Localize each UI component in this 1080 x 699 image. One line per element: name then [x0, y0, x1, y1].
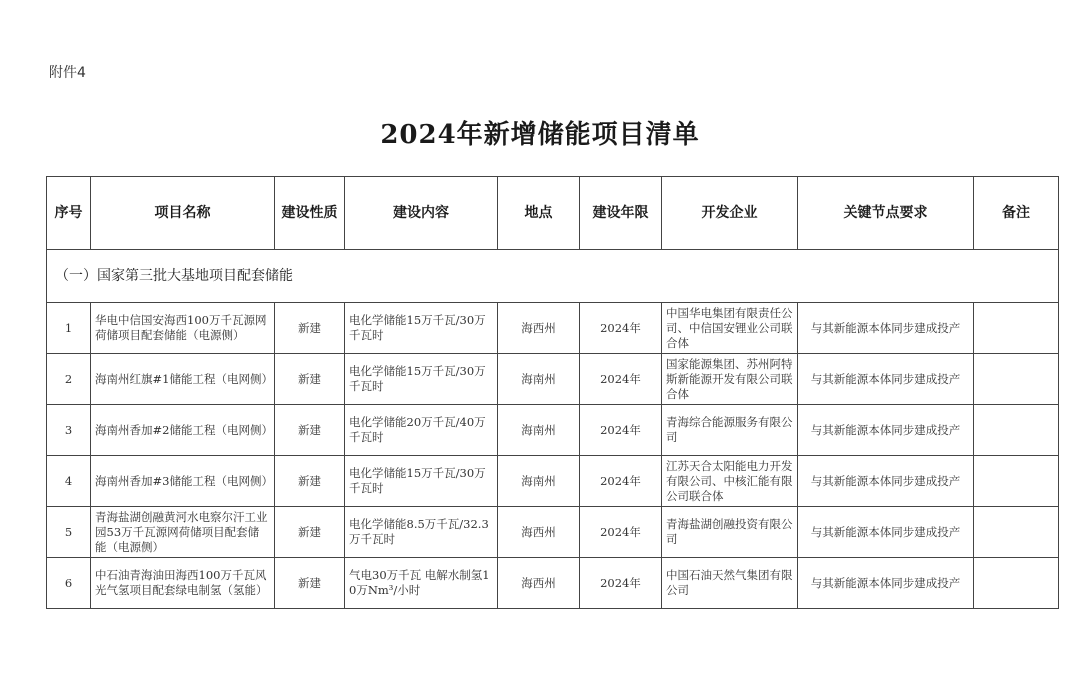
row-year: 2024年 [580, 456, 662, 507]
row-requirement: 与其新能源本体同步建成投产 [798, 558, 974, 609]
row-project-name: 华电中信国安海西100万千瓦源网荷储项目配套储能（电源侧） [91, 303, 275, 354]
row-nature: 新建 [275, 405, 345, 456]
row-year: 2024年 [580, 558, 662, 609]
row-nature: 新建 [275, 303, 345, 354]
row-project-name: 海南州香加#3储能工程（电网侧） [91, 456, 275, 507]
col-header-content: 建设内容 [345, 177, 498, 250]
row-project-name: 中石油青海油田海西100万千瓦风光气氢项目配套绿电制氢（氢能） [91, 558, 275, 609]
col-header-requirement: 关键节点要求 [798, 177, 974, 250]
col-header-name: 项目名称 [91, 177, 275, 250]
col-header-remark: 备注 [974, 177, 1059, 250]
row-location: 海西州 [498, 507, 580, 558]
row-location: 海南州 [498, 405, 580, 456]
row-no: 1 [47, 303, 91, 354]
table-header-row [47, 177, 1059, 250]
row-remark [974, 507, 1059, 558]
row-no: 3 [47, 405, 91, 456]
row-nature: 新建 [275, 456, 345, 507]
row-location: 海南州 [498, 354, 580, 405]
row-requirement: 与其新能源本体同步建成投产 [798, 507, 974, 558]
row-content: 电化学储能15万千瓦/30万千瓦时 [345, 354, 498, 405]
row-location: 海南州 [498, 456, 580, 507]
row-developer: 中国华电集团有限责任公司、中信国安锂业公司联合体 [662, 303, 798, 354]
row-year: 2024年 [580, 507, 662, 558]
row-nature: 新建 [275, 507, 345, 558]
table-row [47, 354, 1059, 405]
row-remark [974, 405, 1059, 456]
row-no: 2 [47, 354, 91, 405]
row-year: 2024年 [580, 354, 662, 405]
row-no: 6 [47, 558, 91, 609]
col-header-developer: 开发企业 [662, 177, 798, 250]
row-remark [974, 456, 1059, 507]
row-content: 电化学储能20万千瓦/40万千瓦时 [345, 405, 498, 456]
col-header-no: 序号 [47, 177, 91, 250]
row-content: 电化学储能15万千瓦/30万千瓦时 [345, 456, 498, 507]
attachment-label: 附件4 [49, 65, 86, 81]
row-developer: 江苏天合太阳能电力开发有限公司、中核汇能有限公司联合体 [662, 456, 798, 507]
row-nature: 新建 [275, 354, 345, 405]
table-row [47, 405, 1059, 456]
row-remark [974, 303, 1059, 354]
row-remark [974, 354, 1059, 405]
row-developer: 中国石油天然气集团有限公司 [662, 558, 798, 609]
row-year: 2024年 [580, 405, 662, 456]
row-requirement: 与其新能源本体同步建成投产 [798, 303, 974, 354]
row-requirement: 与其新能源本体同步建成投产 [798, 456, 974, 507]
table-row [47, 303, 1059, 354]
row-remark [974, 558, 1059, 609]
row-content: 电化学储能8.5万千瓦/32.3万千瓦时 [345, 507, 498, 558]
table-row [47, 456, 1059, 507]
row-no: 5 [47, 507, 91, 558]
document-title: 2024年新增储能项目清单 [380, 120, 700, 150]
row-content: 气电30万千瓦 电解水制氢10万Nm³/小时 [345, 558, 498, 609]
project-table [46, 176, 1059, 609]
row-location: 海西州 [498, 303, 580, 354]
col-header-nature: 建设性质 [275, 177, 345, 250]
row-project-name: 青海盐湖创融黄河水电察尔汗工业园53万千瓦源网荷储项目配套储能（电源侧） [91, 507, 275, 558]
section-title: （一）国家第三批大基地项目配套储能 [47, 250, 1059, 303]
section-row [47, 250, 1059, 303]
row-year: 2024年 [580, 303, 662, 354]
table-row [47, 507, 1059, 558]
row-project-name: 海南州红旗#1储能工程（电网侧） [91, 354, 275, 405]
row-no: 4 [47, 456, 91, 507]
col-header-year: 建设年限 [580, 177, 662, 250]
col-header-location: 地点 [498, 177, 580, 250]
row-requirement: 与其新能源本体同步建成投产 [798, 354, 974, 405]
row-project-name: 海南州香加#2储能工程（电网侧） [91, 405, 275, 456]
row-developer: 国家能源集团、苏州阿特斯新能源开发有限公司联合体 [662, 354, 798, 405]
row-location: 海西州 [498, 558, 580, 609]
row-nature: 新建 [275, 558, 345, 609]
row-developer: 青海综合能源服务有限公司 [662, 405, 798, 456]
row-content: 电化学储能15万千瓦/30万千瓦时 [345, 303, 498, 354]
row-requirement: 与其新能源本体同步建成投产 [798, 405, 974, 456]
table-row [47, 558, 1059, 609]
row-developer: 青海盐湖创融投资有限公司 [662, 507, 798, 558]
